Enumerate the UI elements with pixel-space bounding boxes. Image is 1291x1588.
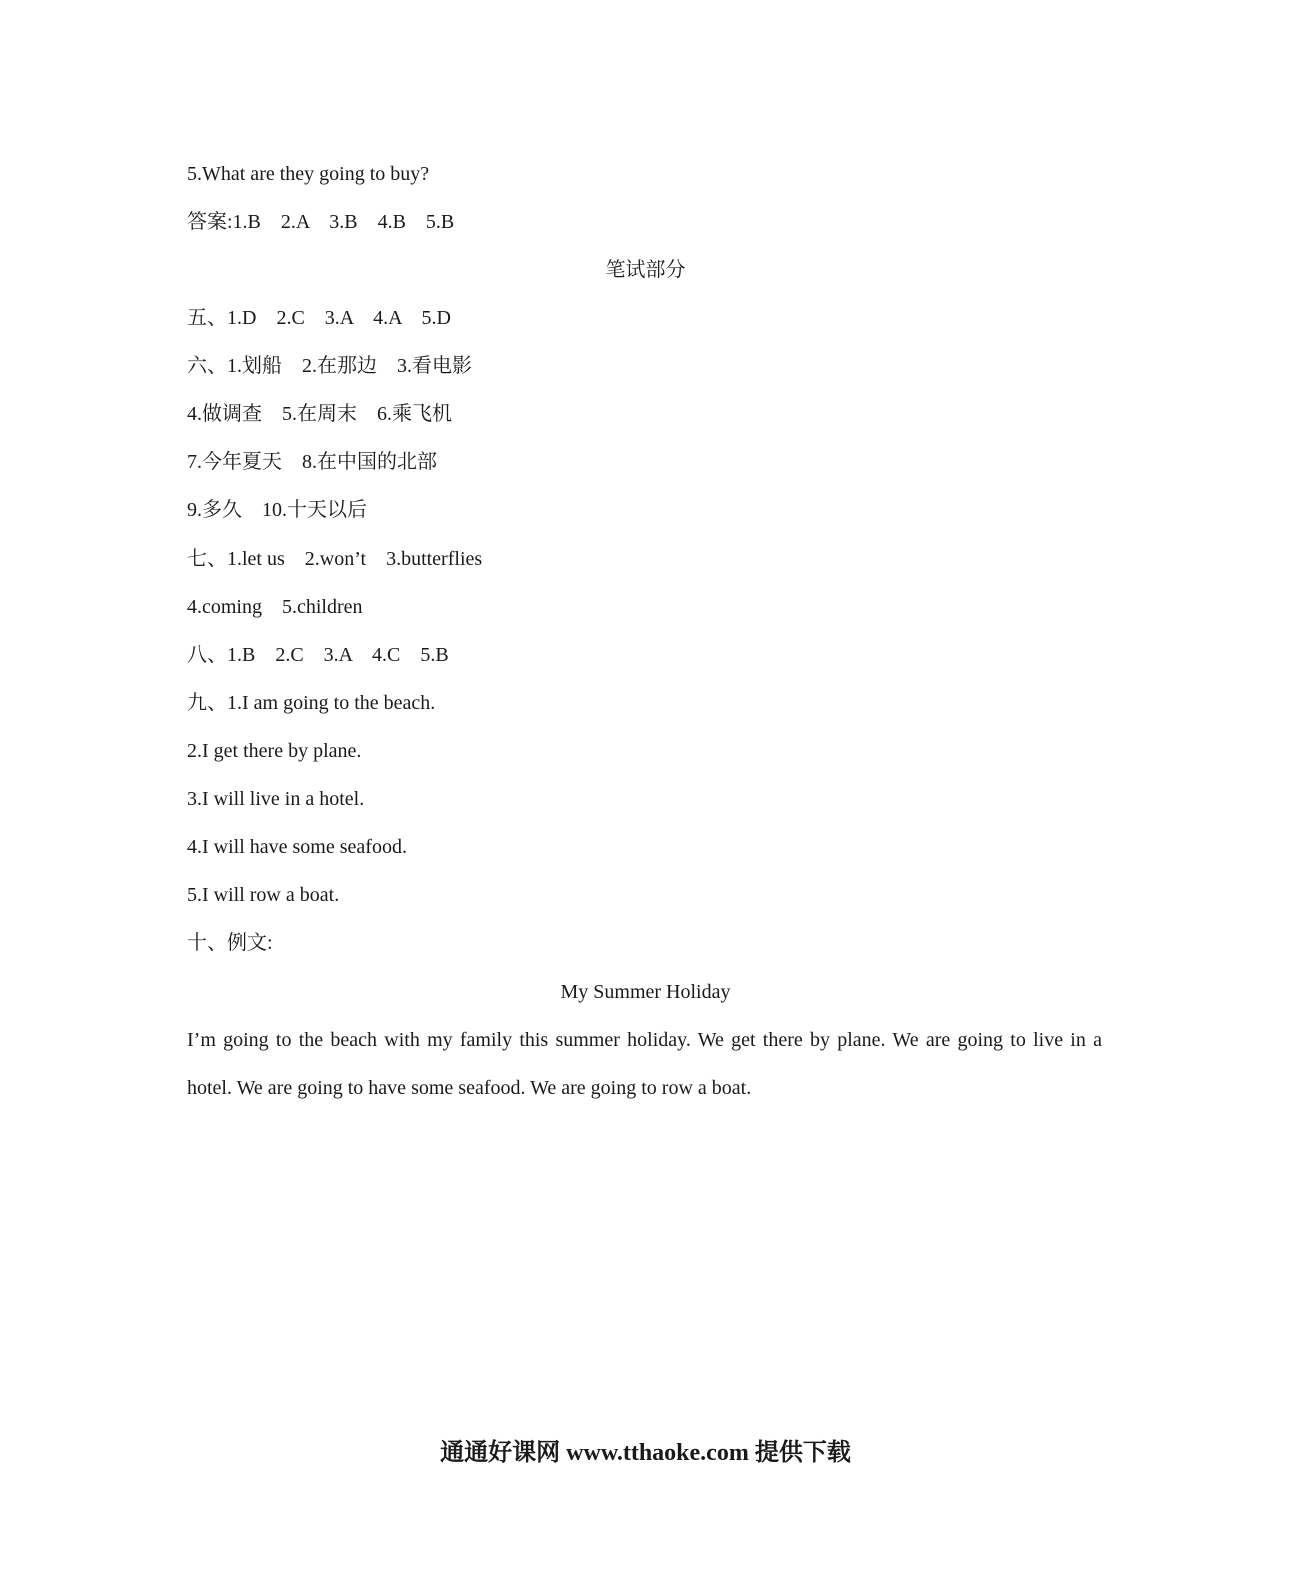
answer-line-7b: 4.coming 5.children [187, 596, 363, 618]
essay-body: I’m going to the beach with my family this summer holiday. We get there by plane. We are going to live in a hotel. We are going to have some seafood. We are going to row a boat. [187, 1029, 1102, 1099]
written-section-heading: 笔试部分 [605, 259, 686, 281]
answer-line-9-3: 3.I will live in a hotel. [187, 788, 365, 810]
footer-download-note: 通通好课网 www.tthaoke.com 提供下载 [440, 1440, 851, 1466]
listening-question-5: 5.What are they going to buy? [187, 163, 430, 185]
listening-answers: 答案:1.B 2.A 3.B 4.B 5.B [187, 211, 455, 233]
answer-line-10: 十、例文: [187, 932, 273, 954]
answer-line-6d: 9.多久 10.十天以后 [187, 499, 367, 521]
answer-line-8: 八、1.B 2.C 3.A 4.C 5.B [187, 644, 449, 666]
answer-line-6c: 7.今年夏天 8.在中国的北部 [187, 451, 437, 473]
answer-line-9-4: 4.I will have some seafood. [187, 836, 407, 858]
answer-line-6b: 4.做调查 5.在周末 6.乘飞机 [187, 403, 452, 425]
answer-line-9-2: 2.I get there by plane. [187, 740, 362, 762]
answer-line-9-5: 5.I will row a boat. [187, 884, 340, 906]
answer-line-5: 五、1.D 2.C 3.A 4.A 5.D [187, 307, 451, 329]
answer-line-6a: 六、1.划船 2.在那边 3.看电影 [187, 355, 472, 377]
essay-title: My Summer Holiday [560, 981, 731, 1003]
answer-line-7a: 七、1.let us 2.won’t 3.butterflies [187, 548, 483, 570]
answer-line-9-1: 九、1.I am going to the beach. [187, 692, 436, 714]
